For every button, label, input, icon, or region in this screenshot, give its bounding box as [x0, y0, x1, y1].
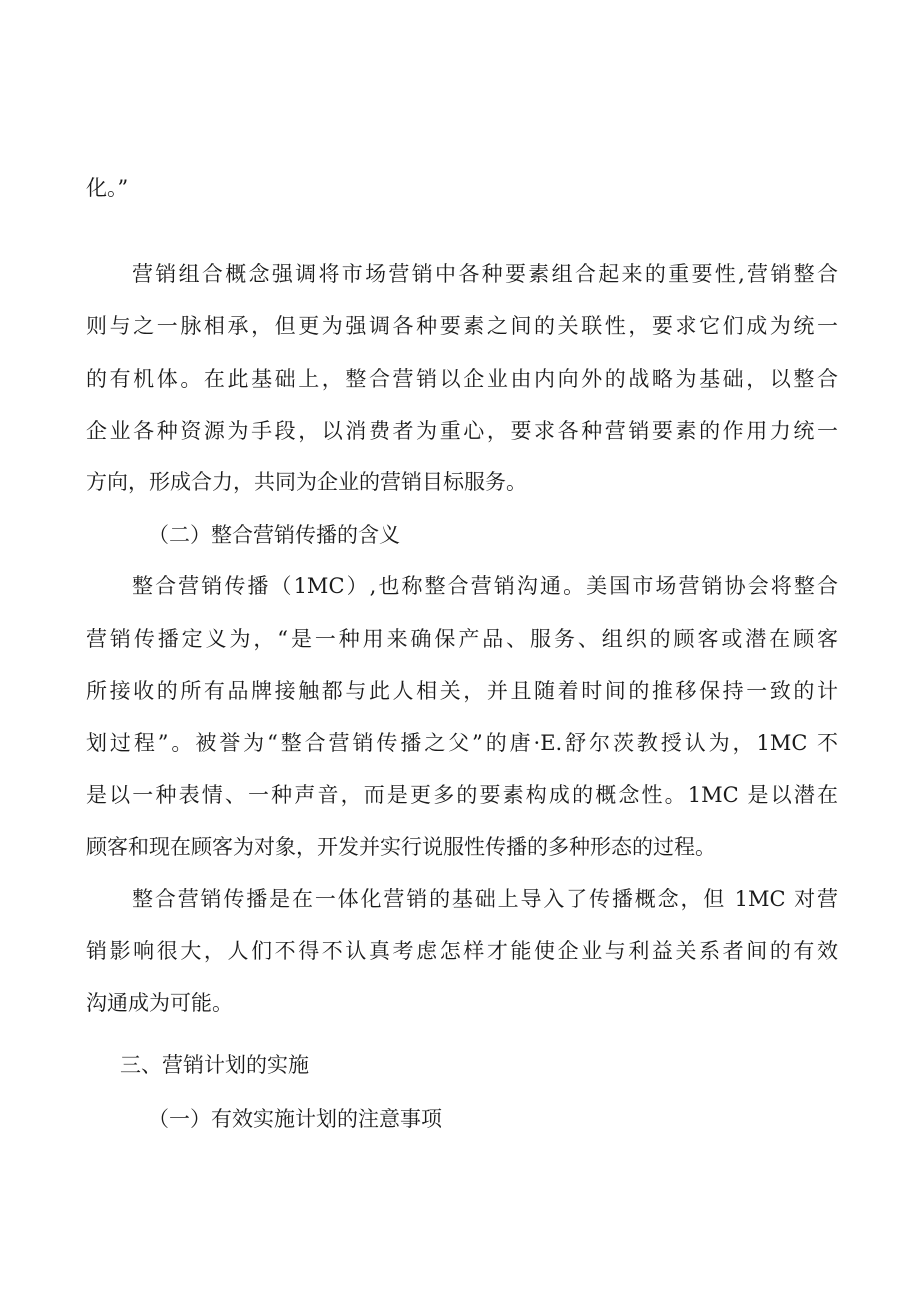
paragraph-line: 是以一种表情、一种声音，而是更多的要素构成的概念性。1MC 是以潜在 [86, 783, 838, 807]
section-heading-3-1: （一）有效实施计划的注意事项 [148, 1107, 442, 1131]
continuation-text: 化。” [86, 176, 129, 200]
paragraph-line: 营销组合概念强调将市场营销中各种要素组合起来的重要性,营销整合 [132, 262, 838, 286]
paragraph-line: 营销传播定义为，“是一种用来确保产品、服务、组织的顾客或潜在顾客 [86, 627, 838, 651]
paragraph-line: 整合营销传播是在一体化营销的基础上导入了传播概念，但 1MC 对营 [132, 887, 838, 911]
section-heading-3: 三、营销计划的实施 [120, 1053, 309, 1077]
paragraph-line: 销影响很大，人们不得不认真考虑怎样才能使企业与利益关系者间的有效 [86, 939, 838, 963]
section-heading-2-2: （二）整合营销传播的含义 [148, 523, 400, 547]
paragraph-line: 划过程”。被誉为“整合营销传播之父”的唐·E.舒尔茨教授认为，1MC 不 [86, 731, 838, 755]
paragraph-line: 所接收的所有品牌接触都与此人相关，并且随着时间的推移保持一致的计 [86, 679, 838, 703]
paragraph-line: 企业各种资源为手段，以消费者为重心，要求各种营销要素的作用力统一 [86, 419, 838, 443]
paragraph-line: 顾客和现在顾客为对象，开发并实行说服性传播的多种形态的过程。 [86, 835, 716, 859]
paragraph-line: 整合营销传播（1MC）,也称整合营销沟通。美国市场营销协会将整合 [132, 574, 838, 598]
paragraph-line: 则与之一脉相承，但更为强调各种要素之间的关联性，要求它们成为统一 [86, 314, 838, 338]
paragraph-line: 方向，形成合力，共同为企业的营销目标服务。 [86, 470, 527, 494]
paragraph-line: 沟通成为可能。 [86, 991, 233, 1015]
paragraph-line: 的有机体。在此基础上，整合营销以企业由内向外的战略为基础，以整合 [86, 367, 838, 391]
